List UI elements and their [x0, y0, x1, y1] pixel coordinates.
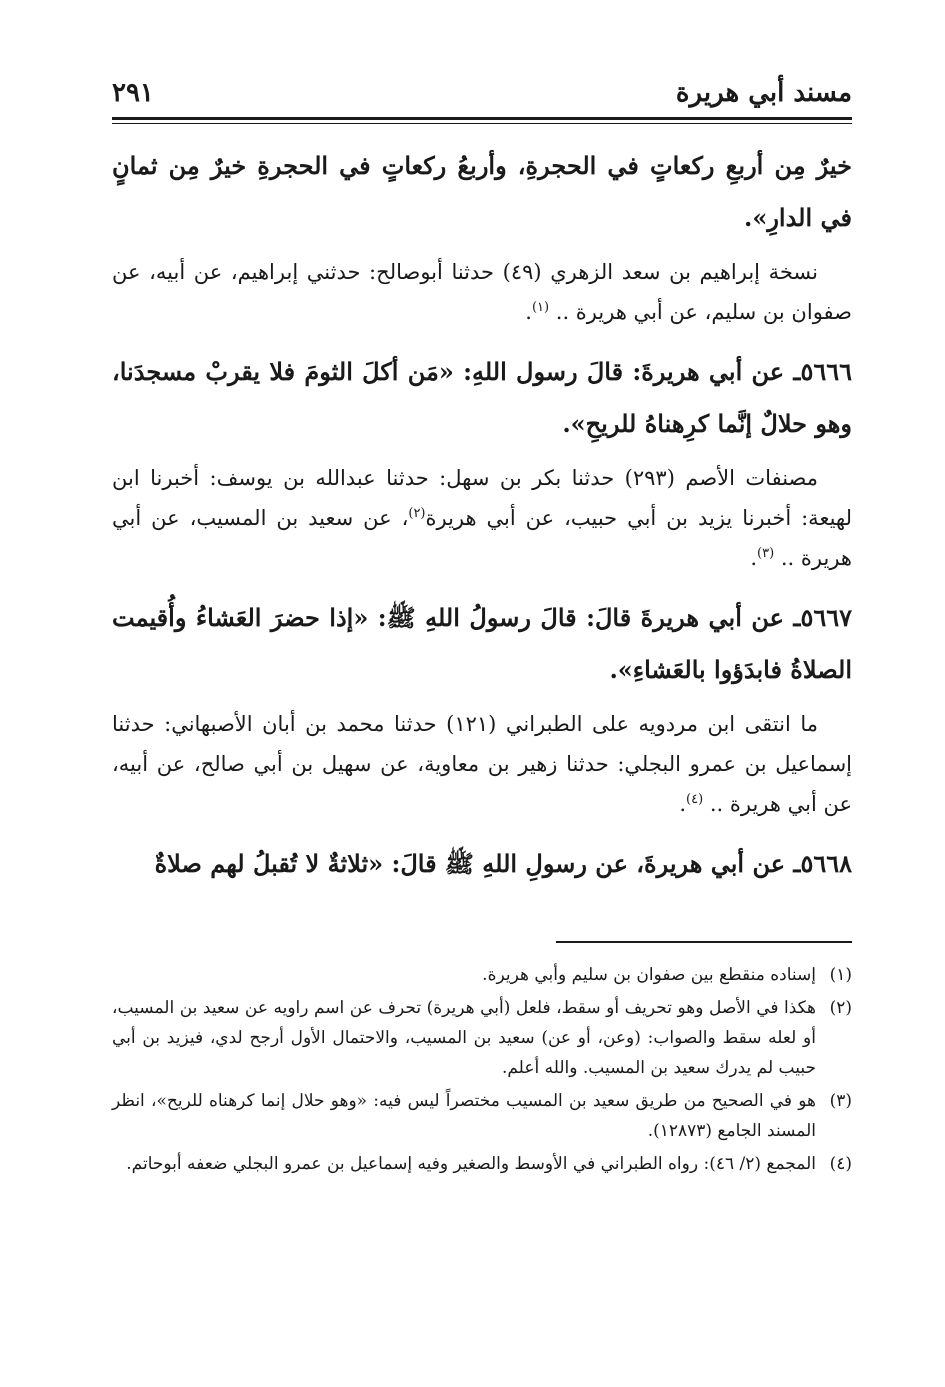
source-text: ، عن سعيد بن المسيب، عن أبي هريرة ..: [112, 506, 852, 570]
footnote-marker: (٢): [829, 998, 852, 1018]
hadith-number: ٥٦٦٨ـ: [793, 849, 852, 878]
footnote-text: هكذا في الأصل وهو تحريف أو سقط، فلعل (أبي هريرة) تحرف عن اسم راويه عن سعيد بن المسيب، أو لعله سقط والصواب: (وعن، أو عن) سعيد بن المسيب، والاحتمال الأول أرجح لدي، فيزيد بن أبي حبيب لم يدرك سعيد بن المسيب. والله أعلم.: [112, 998, 816, 1078]
hadith-number: ٥٦٦٦ـ: [793, 357, 852, 386]
footnote-text: المجمع (٢/ ٤٦): رواه الطبراني في الأوسط والصغير وفيه إسماعيل بن عمرو البجلي ضعفه أبوحاتم.: [126, 1154, 816, 1174]
footnote: [112, 1086, 852, 1146]
source-text: ما انتقى ابن مردويه على الطبراني (١٢١) حدثنا محمد بن أبان الأصبهاني: حدثنا إسماعيل بن عمرو البجلي: حدثنا زهير بن معاوية، عن سهيل بن أبي صالح، عن أبيه، عن أبي هريرة ..: [112, 712, 852, 816]
footnote-text: إسناده منقطع بين صفوان بن سليم وأبي هريرة.: [482, 965, 816, 985]
hadith-number: ٥٦٦٧ـ: [793, 603, 853, 632]
source-paragraph: ما انتقى ابن مردويه على الطبراني (١٢١) حدثنا محمد بن أبان الأصبهاني: حدثنا إسماعيل بن عمرو البجلي: حدثنا زهير بن معاوية، عن سهيل بن أبي صالح، عن أبيه، عن أبي هريرة .. $^{(٤)}$.: [112, 712, 852, 816]
source-text: مصنفات الأصم (٢٩٣) حدثنا بكر بن سهل: حدثنا عبدالله بن يوسف: أخبرنا ابن لهيعة: أخبرنا يزيد بن أبي حبيب، عن أبي هريرة: [112, 466, 852, 530]
footnote-ref: (٤): [686, 792, 704, 807]
hadith-5668: [112, 838, 852, 890]
footnote-ref: (٢): [408, 506, 426, 521]
hadith-continuation: خيرٌ مِن أربعِ ركعاتٍ في الحجرةِ، وأربعُ ركعاتٍ في الحجرةِ خيرٌ مِن ثمانٍ في الدارِ».: [112, 151, 852, 232]
hadith-5666: [112, 346, 852, 450]
header-rule-thin: [112, 123, 852, 124]
footnote-marker: (١): [829, 965, 852, 985]
footnote-text: هو في الصحيح من طريق سعيد بن المسيب مختصراً ليس فيه: «وهو حلال إنما كرهناه للريح»، انظر المسند الجامع (١٢٨٧٣).: [112, 1091, 816, 1141]
footnote-ref: (٣): [757, 546, 775, 561]
source-text: نسخة إبراهيم بن سعد الزهري (٤٩) حدثنا أبوصالح: حدثني إبراهيم، عن أبيه، عن صفوان بن سليم، عن أبي هريرة ..: [112, 260, 852, 324]
hadith-text: عن أبي هريرةَ، عن رسولِ اللهِ ﷺ قالَ: «ثلاثةٌ لا تُقبلُ لهم صلاةٌ: [154, 849, 786, 878]
footnote: [112, 1149, 852, 1179]
source-paragraph: مصنفات الأصم (٢٩٣) حدثنا بكر بن سهل: حدثنا عبدالله بن يوسف: أخبرنا ابن لهيعة: أخبرنا يزيد بن أبي حبيب، عن أبي هريرة$^{(٢)}$، عن سعيد بن المسيب، عن أبي هريرة .. $^{(٣)}$.: [112, 466, 852, 570]
running-header: [112, 70, 852, 122]
header-title: مسند أبي هريرة: [675, 78, 852, 108]
footnote-ref: (١): [531, 300, 550, 315]
main-text: [112, 140, 852, 890]
footnote: [112, 993, 852, 1083]
page-number: ٢٩١: [112, 78, 154, 108]
header-rule: [112, 117, 852, 120]
hadith-text: عن أبي هريرةَ قالَ: قالَ رسولُ اللهِ ﷺ: «إذا حضرَ العَشاءُ وأُقيمت الصلاةُ فابدَؤوا بالعَشاءِ».: [112, 603, 852, 684]
footnotes: [112, 960, 852, 1182]
footnote-separator: [556, 941, 852, 943]
hadith-text: عن أبي هريرةَ: قالَ رسول اللهِ: «مَن أكلَ الثومَ فلا يقربْ مسجدَنا، وهو حلالٌ إنَّما كرِهناهُ للريحِ».: [112, 357, 852, 438]
footnote: [112, 960, 852, 990]
footnote-marker: (٤): [829, 1154, 852, 1174]
footnote-marker: (٣): [829, 1091, 852, 1111]
source-paragraph: نسخة إبراهيم بن سعد الزهري (٤٩) حدثنا أبوصالح: حدثني إبراهيم، عن أبيه، عن صفوان بن سليم، عن أبي هريرة .. $^{(١)}$.: [112, 260, 852, 324]
hadith-5667: [112, 592, 852, 696]
